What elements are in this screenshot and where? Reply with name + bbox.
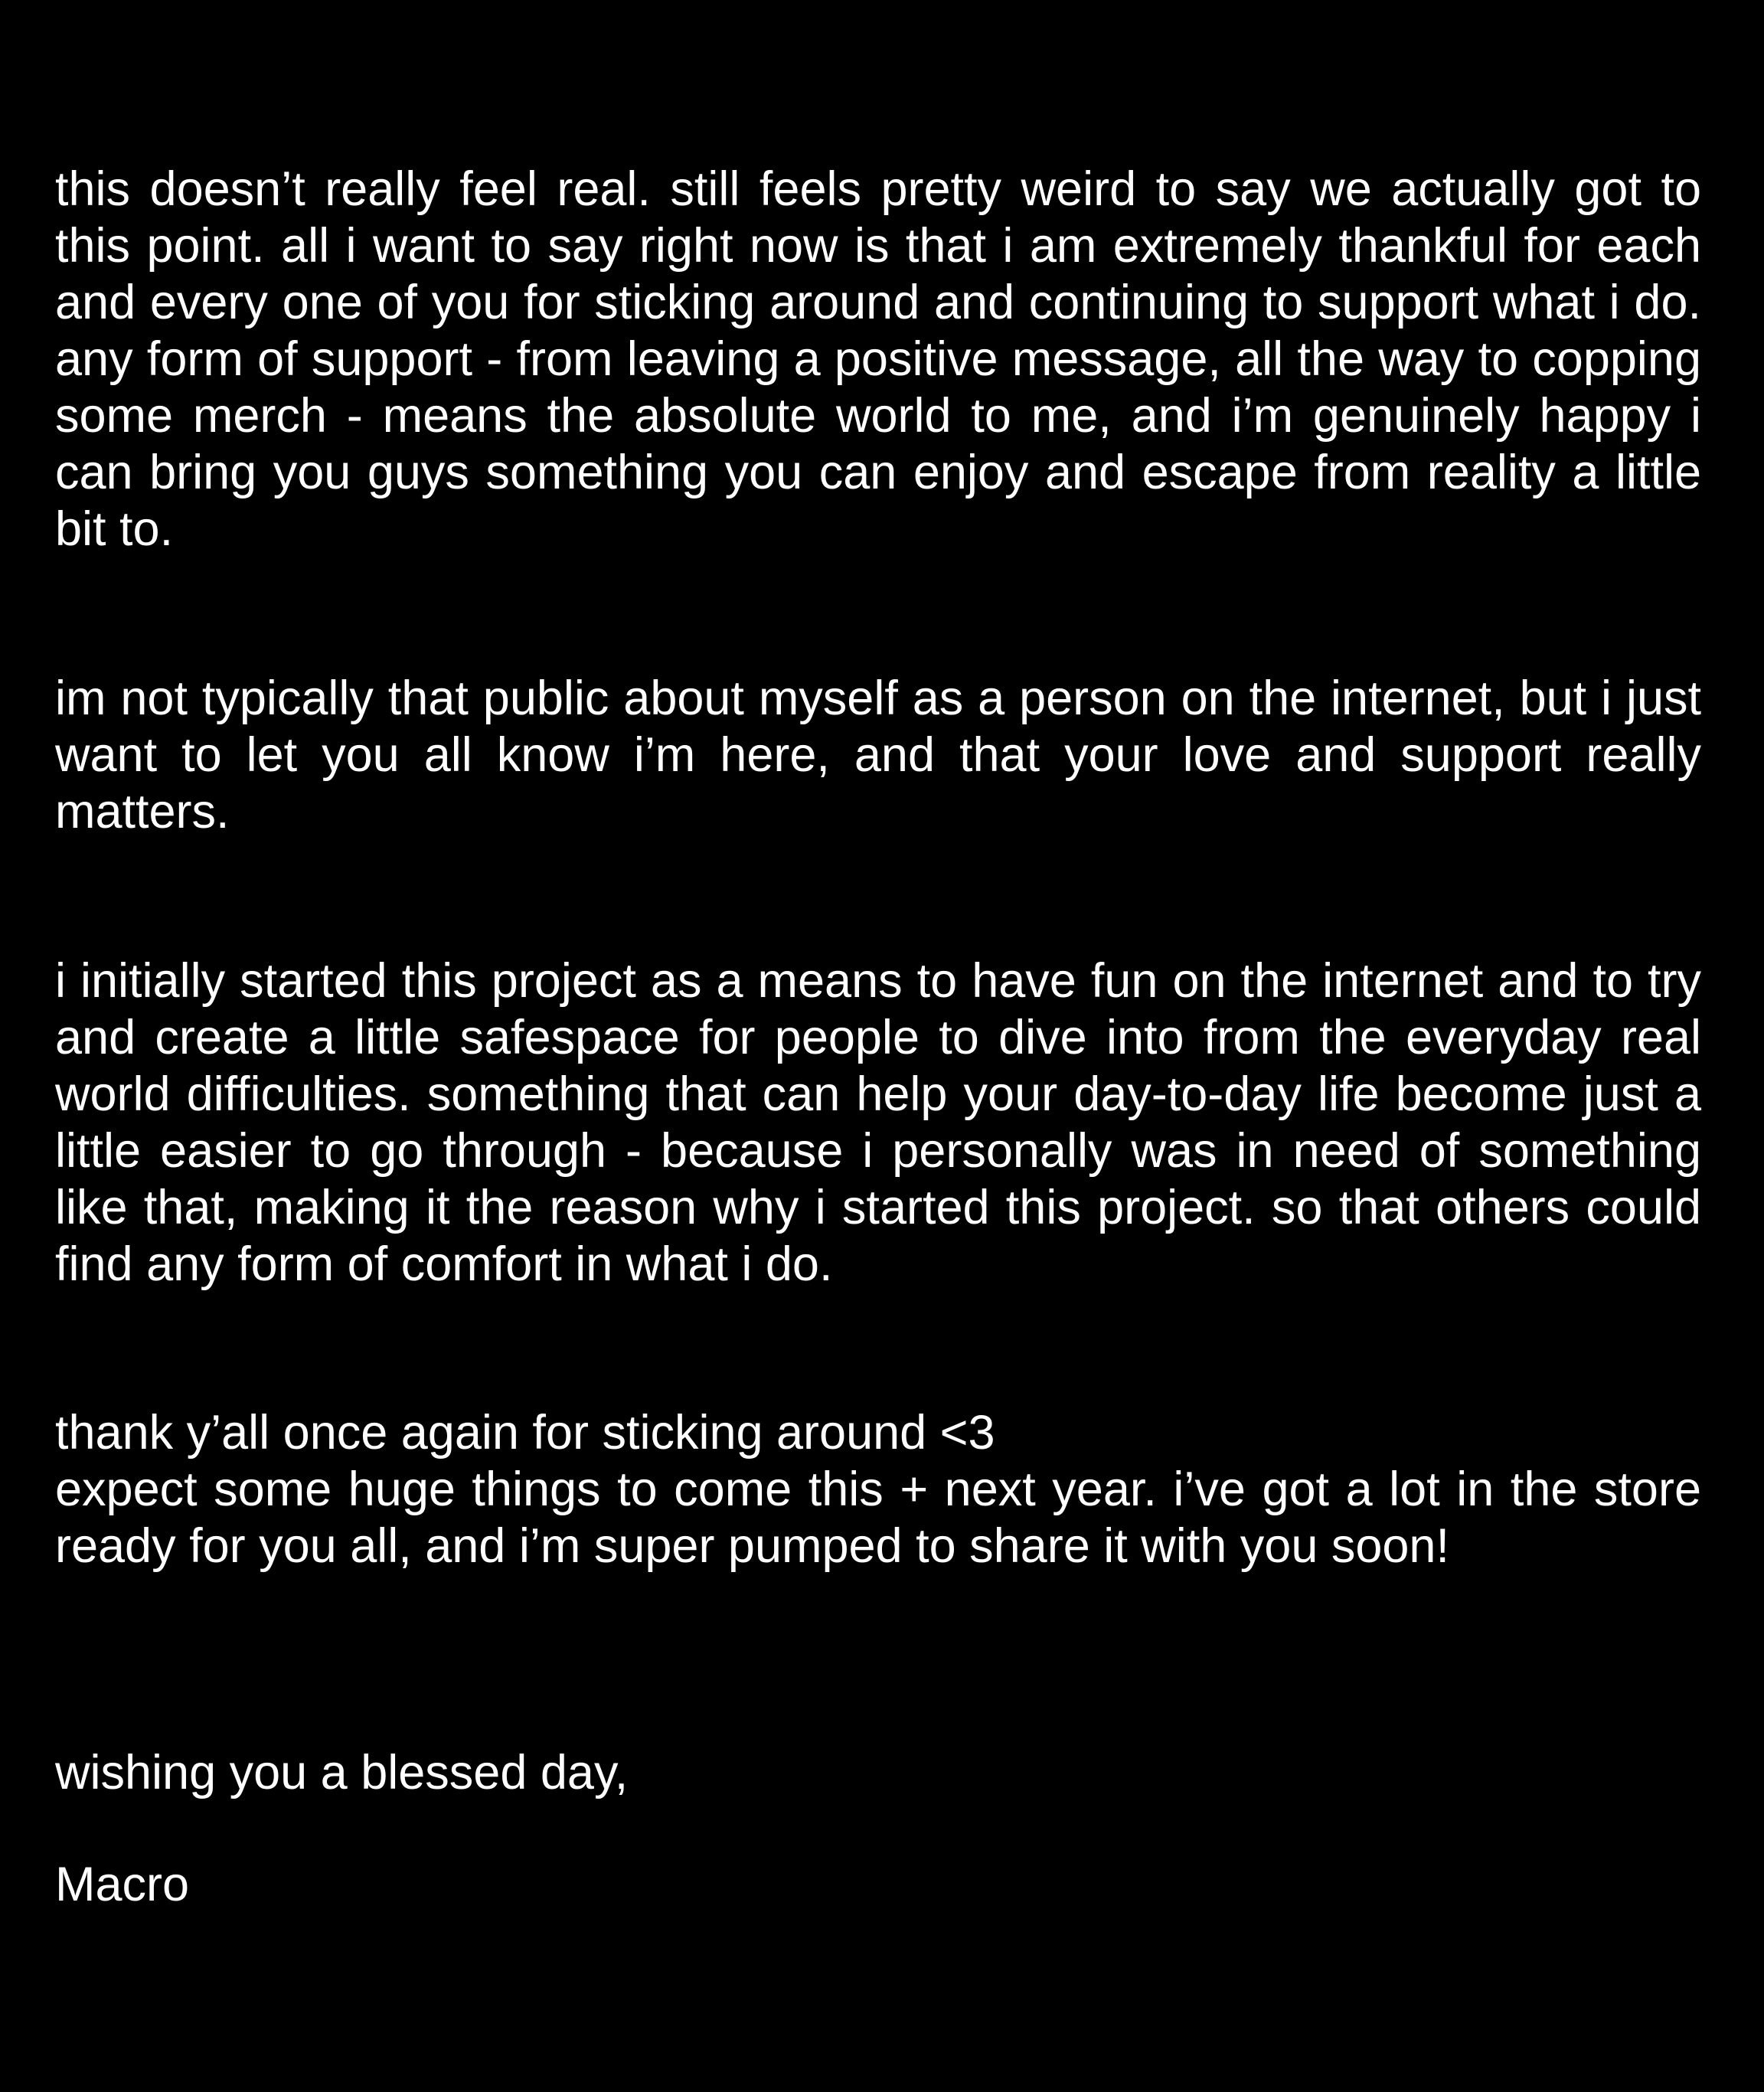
signature: Macro: [55, 1858, 190, 1911]
letter-paragraph-1: this doesn’t really feel real. still feels pretty weird to say we actually got to this point. all i want to say right now is that i am extremely thankful for each and every one of you for sticking around and continuing to support what i do. any form of support - from leaving a positive message, all the way to copping some merch - means the absolute world to me, and i’m genuinely happy i can bring you guys something you can enjoy and escape from reality a little bit to.: [55, 162, 1701, 556]
thank-you-line: thank y’all once again for sticking around <3: [55, 1406, 995, 1459]
letter-paragraph-2: im not typically that public about myself as a person on the internet, but i just want to let you all know i’m here, and that your love and support really matters.: [55, 672, 1701, 838]
letter-paragraph-4: [55, 1404, 1701, 1574]
closing-line: wishing you a blessed day,: [55, 1746, 629, 1799]
announcement-line: expect some huge things to come this + next year. i’ve got a lot in the store ready for you all, and i’m super pumped to share it with you soon!: [55, 1463, 1701, 1573]
letter-paragraph-3: i initially started this project as a means to have fun on the internet and to try and create a little safespace for people to dive into from the everyday real world difficulties. something that can help your day-to-day life become just a little easier to go through - because i personally was in need of something like that, making it the reason why i started this project. so that others could find any form of comfort in what i do.: [55, 954, 1701, 1291]
